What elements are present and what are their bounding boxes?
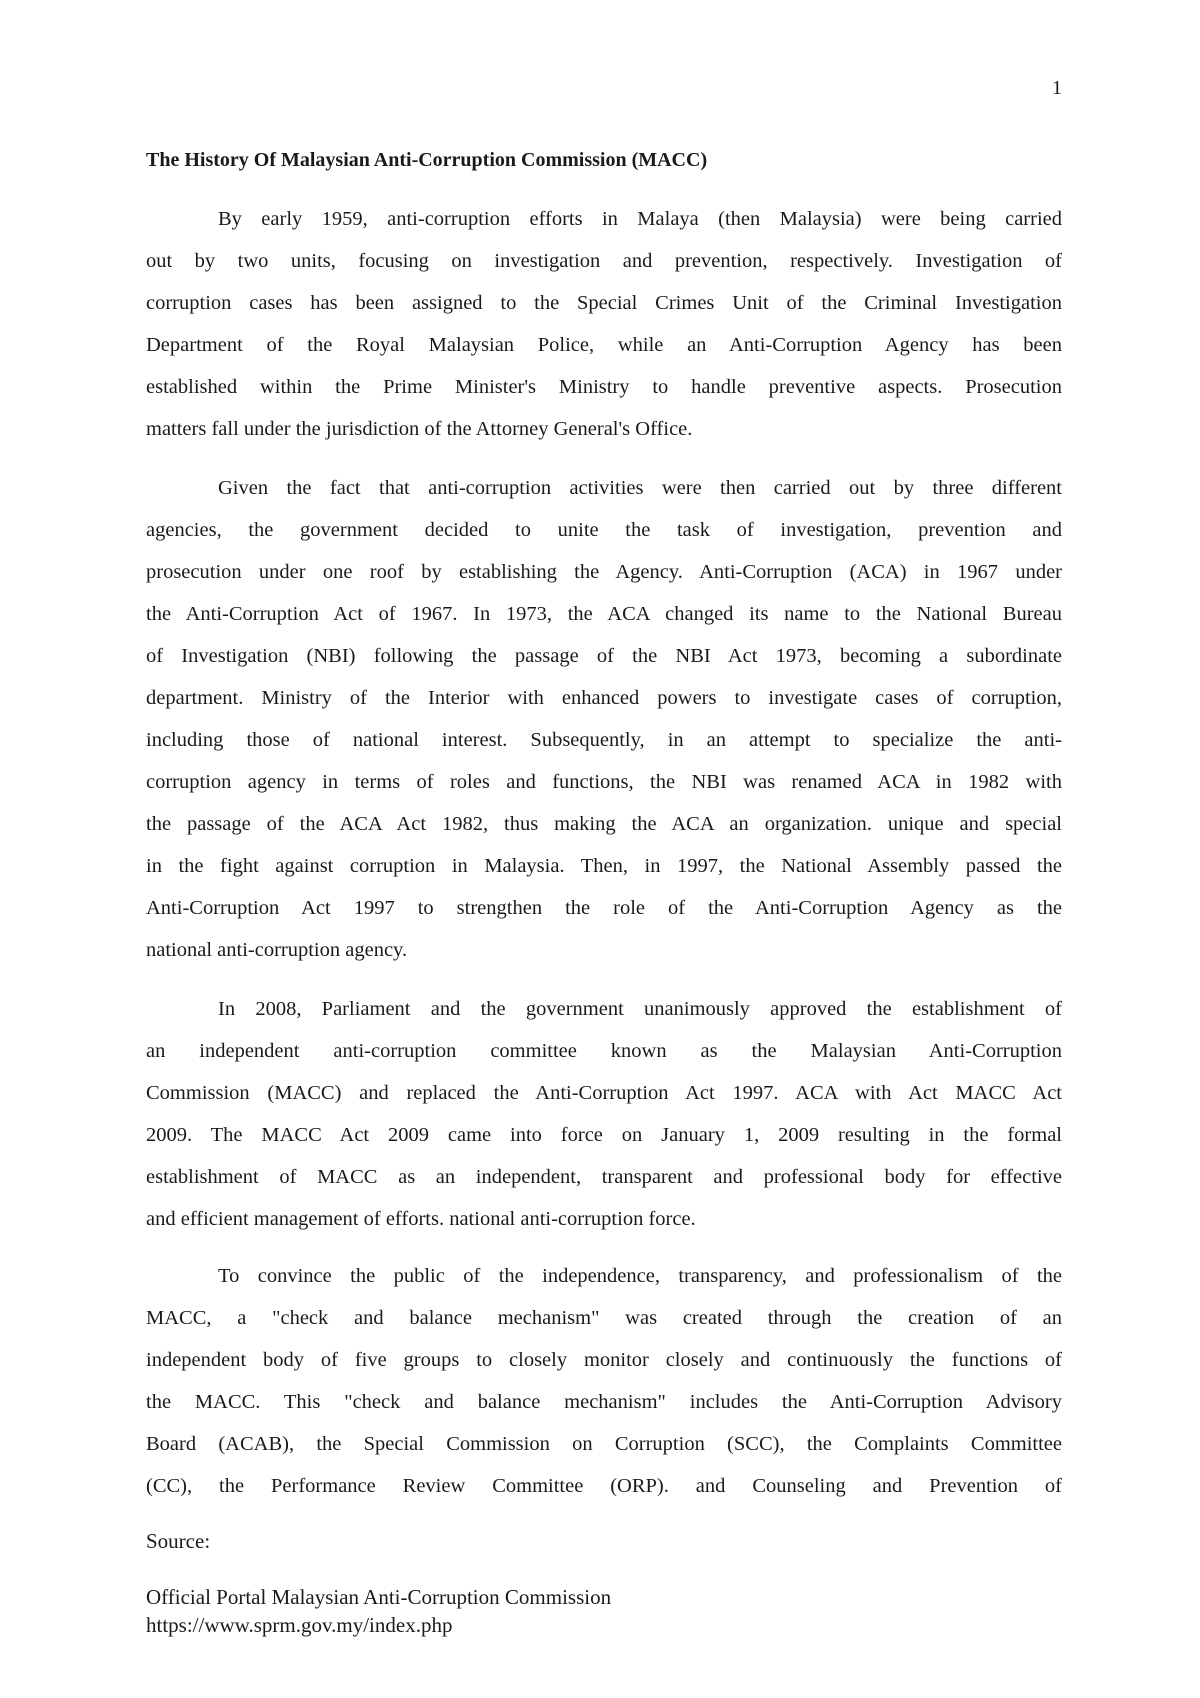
- paragraph-3: [146, 988, 1062, 1240]
- paragraph-line: and efficient management of efforts. national anti-corruption force.: [146, 1208, 696, 1230]
- paragraph-line: including those of national interest. Subsequently, in an attempt to specialize the anti-: [146, 729, 1062, 751]
- paragraph-line: prosecution under one roof by establishing the Agency. Anti-Corruption (ACA) in 1967 under: [146, 561, 1062, 583]
- page-number: 1: [1052, 77, 1062, 99]
- paragraph-line: the Anti-Corruption Act of 1967. In 1973, the ACA changed its name to the National Bureau: [146, 603, 1062, 625]
- paragraph-line: the passage of the ACA Act 1982, thus making the ACA an organization. unique and special: [146, 813, 1062, 835]
- paragraph-line: By early 1959, anti-corruption efforts in Malaya (then Malaysia) were being carried: [218, 208, 1062, 230]
- paragraph-line: of Investigation (NBI) following the passage of the NBI Act 1973, becoming a subordinate: [146, 645, 1062, 667]
- paragraph-line: department. Ministry of the Interior with enhanced powers to investigate cases of corruption,: [146, 687, 1062, 709]
- paragraph-line: established within the Prime Minister's Ministry to handle preventive aspects. Prosecution: [146, 376, 1062, 398]
- paragraph-line: corruption agency in terms of roles and functions, the NBI was renamed ACA in 1982 with: [146, 771, 1062, 793]
- paragraph-line: MACC, a "check and balance mechanism" was created through the creation of an: [146, 1307, 1062, 1329]
- paragraph-line: (CC), the Performance Review Committee (ORP). and Counseling and Prevention of: [146, 1475, 1062, 1497]
- source-label: Source:: [146, 1529, 211, 1553]
- source-block: [146, 1583, 1062, 1639]
- paragraph-line: establishment of MACC as an independent, transparent and professional body for effective: [146, 1166, 1062, 1188]
- paragraph-line: Board (ACAB), the Special Commission on Corruption (SCC), the Complaints Committee: [146, 1433, 1062, 1455]
- source-url: https://www.sprm.gov.my/index.php: [146, 1613, 453, 1637]
- paragraph-line: the MACC. This "check and balance mechanism" includes the Anti-Corruption Advisory: [146, 1391, 1062, 1413]
- paragraph-1: [146, 198, 1062, 450]
- paragraph-line: In 2008, Parliament and the government unanimously approved the establishment of: [218, 998, 1062, 1020]
- paragraph-line: independent body of five groups to closely monitor closely and continuously the functions of: [146, 1349, 1062, 1371]
- document-title: The History Of Malaysian Anti-Corruption Commission (MACC): [146, 149, 708, 171]
- paragraph-2: [146, 467, 1062, 971]
- paragraph-line: matters fall under the jurisdiction of the Attorney General's Office.: [146, 418, 693, 440]
- paragraph-line: agencies, the government decided to unite the task of investigation, prevention and: [146, 519, 1062, 541]
- paragraph-line: To convince the public of the independence, transparency, and professionalism of the: [218, 1265, 1062, 1287]
- paragraph-line: in the fight against corruption in Malaysia. Then, in 1997, the National Assembly passed the: [146, 855, 1062, 877]
- paragraph-line: Commission (MACC) and replaced the Anti-Corruption Act 1997. ACA with Act MACC Act: [146, 1082, 1062, 1104]
- paragraph-line: corruption cases has been assigned to the Special Crimes Unit of the Criminal Investigation: [146, 292, 1062, 314]
- source-name: Official Portal Malaysian Anti-Corruption Commission: [146, 1585, 612, 1609]
- paragraph-line: an independent anti-corruption committee known as the Malaysian Anti-Corruption: [146, 1040, 1062, 1062]
- paragraph-line: national anti-corruption agency.: [146, 939, 408, 961]
- paragraph-line: Given the fact that anti-corruption activities were then carried out by three different: [218, 477, 1062, 499]
- paragraph-line: out by two units, focusing on investigation and prevention, respectively. Investigation of: [146, 250, 1062, 272]
- paragraph-line: Anti-Corruption Act 1997 to strengthen the role of the Anti-Corruption Agency as the: [146, 897, 1062, 919]
- paragraph-4: [146, 1255, 1062, 1507]
- paragraph-line: Department of the Royal Malaysian Police, while an Anti-Corruption Agency has been: [146, 334, 1062, 356]
- paragraph-line: 2009. The MACC Act 2009 came into force on January 1, 2009 resulting in the formal: [146, 1124, 1062, 1146]
